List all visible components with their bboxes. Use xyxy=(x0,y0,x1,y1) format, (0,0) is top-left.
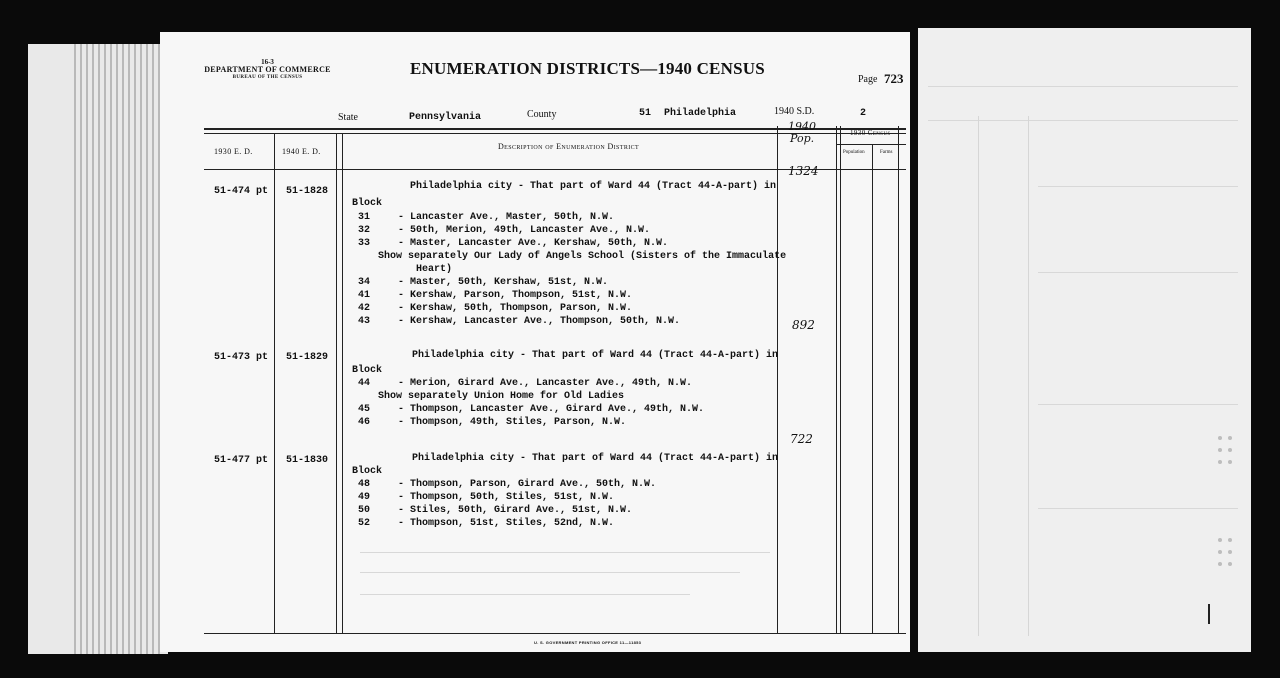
block-text: - Kershaw, 50th, Thompson, Parson, N.W. xyxy=(398,303,633,314)
page-label: Page xyxy=(858,74,878,85)
block-number: 44 xyxy=(358,378,371,389)
note-text: Show separately Our Lady of Angels School (Sisters of the Immaculate xyxy=(378,251,787,262)
block-text: - Merion, Girard Ave., Lancaster Ave., 49th, N.W. xyxy=(398,378,693,389)
county-code: 51 xyxy=(639,108,652,119)
ed-1930: 51-474 pt xyxy=(214,186,269,197)
block-text: - Lancaster Ave., Master, 50th, N.W. xyxy=(398,212,615,223)
sd-value: 2 xyxy=(860,108,867,119)
district-heading: Philadelphia city - That part of Ward 44 (Tract 44-A-part) in xyxy=(412,453,779,464)
col-header-farms: Farms xyxy=(880,150,893,155)
block-number: 48 xyxy=(358,479,371,490)
state-value: Pennsylvania xyxy=(409,112,482,123)
district-heading: Philadelphia city - That part of Ward 44 (Tract 44-A-part) in xyxy=(410,181,777,192)
block-text: - Kershaw, Parson, Thompson, 51st, N.W. xyxy=(398,290,633,301)
note-text: Show separately Union Home for Old Ladies xyxy=(378,391,625,402)
ed-1930: 51-473 pt xyxy=(214,352,269,363)
page-title: ENUMERATION DISTRICTS—1940 CENSUS xyxy=(410,59,765,78)
block-number: 43 xyxy=(358,316,371,327)
block-text: - Master, 50th, Kershaw, 51st, N.W. xyxy=(398,277,609,288)
district-heading: Philadelphia city - That part of Ward 44 (Tract 44-A-part) in xyxy=(412,350,779,361)
block-number: 42 xyxy=(358,303,371,314)
col-header-1940-ed: 1940 E. D. xyxy=(282,147,321,156)
block-number: 50 xyxy=(358,505,371,516)
ed-1940: 51-1829 xyxy=(286,352,329,363)
block-number: 33 xyxy=(358,238,371,249)
printer-footer: U. S. GOVERNMENT PRINTING OFFICE 11—11853 xyxy=(534,640,642,645)
block-text: - Thompson, Lancaster Ave., Girard Ave., 49th, N.W. xyxy=(398,404,705,415)
block-number: 31 xyxy=(358,212,371,223)
col-header-population: Population xyxy=(843,150,865,155)
block-label: Block xyxy=(352,198,383,209)
block-text: - Thompson, Parson, Girard Ave., 50th, N.W. xyxy=(398,479,657,490)
block-number: 49 xyxy=(358,492,371,503)
page-stack xyxy=(28,44,168,654)
page-number: 723 xyxy=(884,71,904,86)
state-label: State xyxy=(338,112,358,123)
block-number: 46 xyxy=(358,417,371,428)
handwritten-1940: 1940 xyxy=(788,120,816,133)
population-1940: 892 xyxy=(792,318,815,332)
col-header-1930-census: 1930 Census xyxy=(850,129,891,137)
block-text: - Thompson, 49th, Stiles, Parson, N.W. xyxy=(398,417,627,428)
population-1940: 1324 xyxy=(788,164,819,178)
department-block xyxy=(200,58,335,82)
county-value: Philadelphia xyxy=(664,108,737,119)
ed-1940: 51-1830 xyxy=(286,455,329,466)
col-header-description: Description of Enumeration District xyxy=(498,142,640,151)
block-number: 52 xyxy=(358,518,371,529)
block-text: - Thompson, 50th, Stiles, 51st, N.W. xyxy=(398,492,615,503)
ed-1930: 51-477 pt xyxy=(214,455,269,466)
facing-page xyxy=(918,28,1251,652)
population-1940: 722 xyxy=(790,432,813,446)
block-text: - Master, Lancaster Ave., Kershaw, 50th, N.W. xyxy=(398,238,669,249)
block-text: - Thompson, 51st, Stiles, 52nd, N.W. xyxy=(398,518,615,529)
form-code: 16-3 xyxy=(261,58,274,66)
col-header-1930-ed: 1930 E. D. xyxy=(214,147,253,156)
block-label: Block xyxy=(352,365,383,376)
block-text: - 50th, Merion, 49th, Lancaster Ave., N.W. xyxy=(398,225,651,236)
department-name: DEPARTMENT OF COMMERCE xyxy=(204,65,331,74)
block-number: 34 xyxy=(358,277,371,288)
county-label: County xyxy=(527,109,557,120)
block-label: Block xyxy=(352,466,383,477)
block-text: - Kershaw, Lancaster Ave., Thompson, 50th, N.W. xyxy=(398,316,681,327)
note-text: Heart) xyxy=(416,264,453,275)
handwritten-pop: Pop. xyxy=(790,132,815,145)
ed-1940: 51-1828 xyxy=(286,186,329,197)
bureau-name: BUREAU OF THE CENSUS xyxy=(232,75,303,80)
sd-label: 1940 S.D. xyxy=(774,106,815,117)
block-number: 45 xyxy=(358,404,371,415)
block-text: - Stiles, 50th, Girard Ave., 51st, N.W. xyxy=(398,505,633,516)
block-number: 41 xyxy=(358,290,371,301)
census-page xyxy=(160,32,910,652)
block-number: 32 xyxy=(358,225,371,236)
